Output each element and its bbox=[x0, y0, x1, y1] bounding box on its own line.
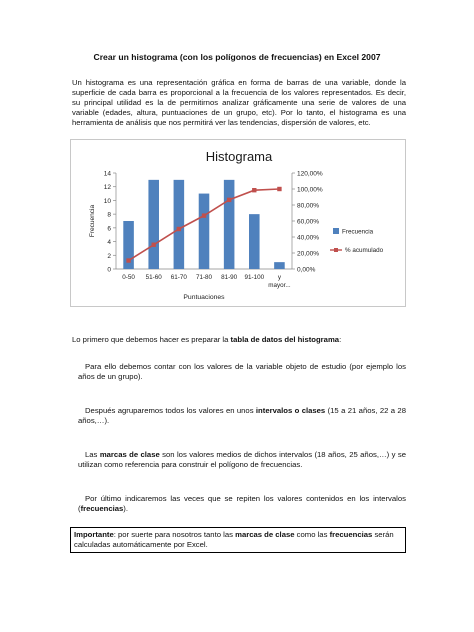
note-text: serán calculadas automáticamente por Excel. bbox=[74, 530, 394, 550]
bullet-bold: intervalos o clases bbox=[255, 406, 326, 415]
legend-swatch-frecuencia bbox=[333, 228, 339, 234]
y-tick-label: 12 bbox=[103, 184, 111, 192]
y-tick-label: 2 bbox=[107, 252, 111, 260]
x-axis-label: Puntuaciones bbox=[183, 294, 225, 301]
cumulative-point bbox=[126, 258, 130, 262]
page-title: Crear un histograma (con los polígonos de frecuencias) en Excel 2007 bbox=[93, 52, 381, 62]
y-axis-label: Frecuencia bbox=[89, 204, 96, 238]
note-text: como las bbox=[294, 530, 330, 539]
bullet-text: (15 a 21 años, 22 a 28 años,…). bbox=[78, 406, 406, 426]
histogram-chart-svg bbox=[71, 140, 407, 308]
note-bold: frecuencias bbox=[329, 530, 373, 539]
y-tick-label: 4 bbox=[107, 239, 111, 247]
bullet-bold: frecuencias bbox=[80, 504, 124, 514]
bar bbox=[249, 214, 260, 269]
bar bbox=[274, 262, 285, 269]
x-tick-label: y bbox=[277, 274, 282, 281]
bar bbox=[224, 180, 235, 269]
y2-tick-label: 0,00% bbox=[297, 266, 316, 274]
lead-paragraph bbox=[72, 335, 406, 345]
bullet-text: Para ello debemos contar con los valores de la variable objeto de estudio (por ejemplo los años de un grupo). bbox=[78, 362, 406, 382]
bullet-text: Por último indicaremos las veces que se repiten los valores contenidos en los intervalos ( bbox=[78, 494, 406, 514]
y2-tick-label: 40,00% bbox=[297, 234, 320, 242]
important-note bbox=[70, 527, 406, 553]
y2-tick-label: 100,00% bbox=[297, 186, 323, 194]
bar bbox=[199, 194, 210, 269]
x-tick-label: 91-100 bbox=[244, 274, 265, 281]
y2-tick-label: 60,00% bbox=[297, 218, 320, 226]
legend-marker-acumulado bbox=[334, 248, 338, 252]
y-tick-label: 14 bbox=[103, 170, 111, 178]
chart-title: Histograma bbox=[205, 149, 273, 164]
y-tick-label: 10 bbox=[103, 197, 111, 205]
y-tick-label: 6 bbox=[107, 225, 111, 233]
x-tick-label: 71-80 bbox=[195, 274, 213, 281]
cumulative-point bbox=[252, 188, 256, 192]
bullet-item bbox=[78, 450, 406, 470]
bullet-text: Después agruparemos todos los valores en unos bbox=[85, 406, 256, 415]
lead-suffix: : bbox=[339, 335, 342, 344]
bullet-item bbox=[78, 494, 406, 514]
bullet-text: ). bbox=[123, 504, 128, 514]
x-tick-label: mayor... bbox=[268, 282, 291, 289]
y-tick-label: 0 bbox=[107, 266, 111, 274]
x-tick-label: 61-70 bbox=[170, 274, 187, 281]
note-bold: marcas de clase bbox=[235, 530, 295, 539]
bullet-item bbox=[78, 406, 406, 426]
bar bbox=[174, 180, 185, 269]
cumulative-point bbox=[227, 198, 231, 202]
note-bold: Importante bbox=[74, 530, 114, 539]
y2-tick-label: 20,00% bbox=[297, 250, 320, 258]
bullet-text: Las bbox=[85, 450, 100, 459]
cumulative-point bbox=[202, 213, 206, 217]
legend-label-frecuencia: Frecuencia bbox=[342, 228, 374, 236]
bullet-bold: marcas de clase bbox=[99, 450, 160, 459]
x-tick-label: 51-60 bbox=[145, 274, 162, 281]
x-tick-label: 81-90 bbox=[221, 274, 238, 281]
bar bbox=[148, 180, 159, 269]
histogram-chart bbox=[70, 139, 406, 307]
y2-tick-label: 80,00% bbox=[297, 202, 320, 210]
lead-bold: tabla de datos del histograma bbox=[230, 335, 340, 344]
y2-tick-label: 120,00% bbox=[297, 170, 323, 178]
cumulative-point bbox=[277, 187, 281, 191]
legend-label-acumulado: % acumulado bbox=[345, 247, 384, 254]
bullet-item bbox=[78, 362, 406, 382]
cumulative-point bbox=[152, 243, 156, 247]
y-tick-label: 8 bbox=[107, 211, 111, 219]
x-tick-label: 0-50 bbox=[122, 274, 135, 281]
intro-paragraph: Un histograma es una representación gráfica en forma de barras de una variable, donde la superficie de cada barra es proporcional a la frecuencia de los valores representados. Es decir, su principal utilidad es la de permitirnos analizar gráficamente una serie de valores de una variable (edades, altura, puntuaciones de un grupo, etc). Por lo tanto, el histograma es una herramienta de análisis que nos permitirá ver las tendencias, dispersión de valores, etc. bbox=[72, 78, 406, 128]
note-text: : por suerte para nosotros tanto las bbox=[113, 530, 236, 539]
bullet-text: son los valores medios de dichos intervalos (18 años, 25 años,…) y se utilizan como referencia para construir el polígono de frecuencias. bbox=[78, 450, 406, 470]
lead-prefix: Lo primero que debemos hacer es preparar la bbox=[72, 335, 231, 344]
cumulative-point bbox=[177, 227, 181, 231]
